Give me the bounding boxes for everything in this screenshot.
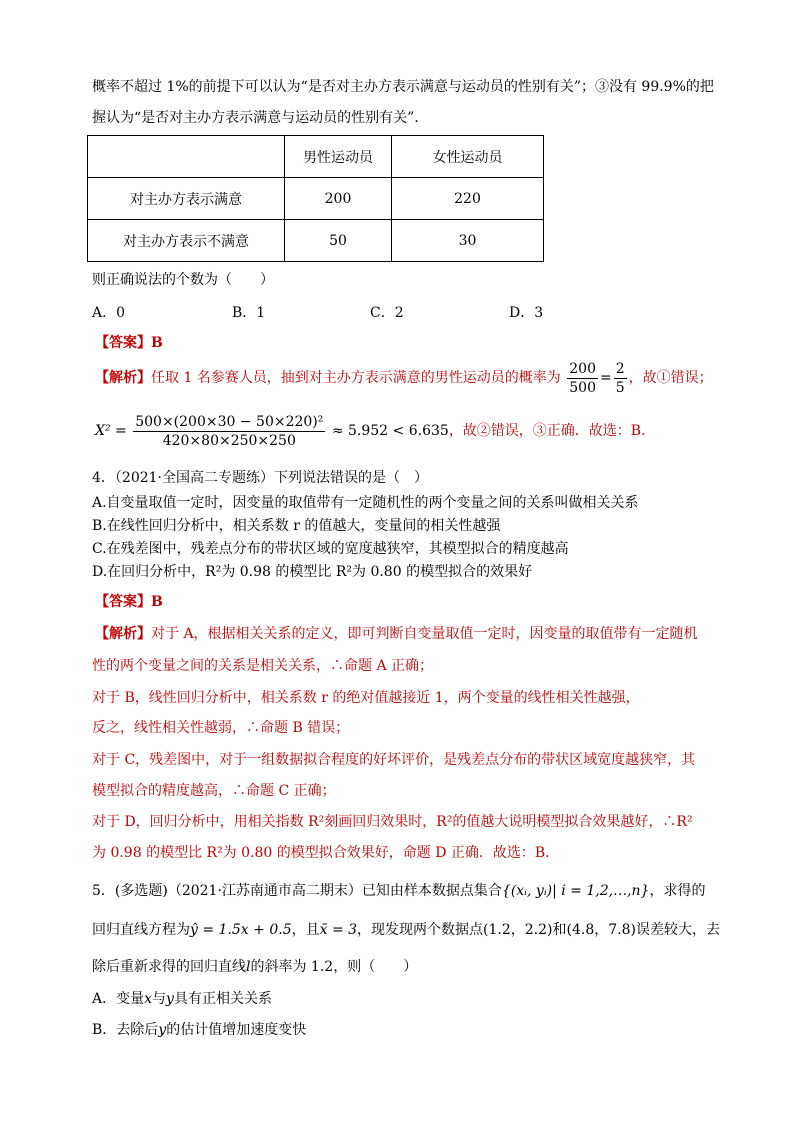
simplified-fraction [614, 360, 627, 397]
fraction-denominator: 500 [569, 379, 596, 396]
chi-numerator: 500×(200×30 − 50×220)² [135, 413, 324, 430]
table-cell: 220 [392, 178, 544, 220]
table-cell: 50 [285, 220, 392, 262]
q5-line-2 [92, 920, 720, 940]
table-cell: 对主办方表示不满意 [88, 220, 285, 262]
chi-square-formula [95, 408, 655, 454]
q4-analysis-line: 对于 B，线性回归分析中，相关系数 r 的绝对值越接近 1，两个变量的线性相关性越强， [92, 690, 640, 706]
q4-analysis-line: 模型拟合的精度越高，∴命题 C 正确； [92, 783, 336, 799]
q4-analysis-line [95, 624, 698, 644]
table-cell: 30 [392, 220, 544, 262]
q3-analysis-line [95, 356, 713, 400]
variable-y: y [158, 1022, 167, 1038]
table-cell: 200 [285, 178, 392, 220]
q3-prompt: 则正确说法的个数为（ ） [92, 272, 274, 288]
q4-option-b: B.在线性回归分析中，相关系数 r 的值越大，变量间的相关性越强 [92, 518, 501, 534]
chi-lhs: X² = [95, 423, 127, 439]
option-text: B．去除后 [92, 1022, 159, 1038]
fraction-numerator: 200 [569, 360, 596, 377]
q5-text: ，求得的 [649, 883, 706, 899]
q4-analysis-line: 反之，线性相关性越弱，∴命题 B 错误； [92, 720, 350, 736]
q4-analysis-line: 性的两个变量之间的关系是相关关系，∴命题 A 正确； [92, 658, 434, 674]
analysis-tag: 【解析】 [95, 370, 151, 386]
q5-line-3 [92, 957, 417, 977]
satisfaction-table [87, 135, 544, 262]
analysis-text: 任取 1 名参赛人员，抽到对主办方表示满意的男性运动员的概率为 [151, 370, 561, 386]
q5-text: 除后重新求得的回归直线 [92, 959, 246, 975]
q3-answer: 【答案】B [95, 335, 163, 351]
table-header-cell: 女性运动员 [392, 136, 544, 178]
option-text: 具有正相关关系 [173, 991, 272, 1007]
q5-line-1 [92, 881, 705, 901]
table-row [88, 220, 544, 262]
probability-fraction [567, 360, 598, 397]
q3-option-d: D．3 [509, 305, 544, 321]
q4-option-a: A.自变量取值一定时，因变量的取值带有一定随机性的两个变量之间的关系叫做相关关系 [92, 495, 639, 511]
q4-option-c: C.在残差图中，残差点分布的带状区域的宽度越狭窄，其模型拟合的精度越高 [92, 541, 569, 557]
fraction-denominator: 5 [615, 379, 625, 396]
chi-denominator: 420×80×250×250 [162, 432, 296, 449]
q4-analysis-line: 为 0.98 的模型比 R²为 0.80 的模型拟合效果好，命题 D 正确．故选：B． [92, 845, 560, 861]
option-text: 的估计值增加速度变快 [166, 1022, 307, 1038]
q4-option-d: D.在回归分析中，R²为 0.98 的模型比 R²为 0.80 的模型拟合的效果好 [92, 564, 533, 580]
x-mean: x̄ = 3 [319, 922, 358, 938]
variable-x: x [144, 991, 153, 1007]
q4-analysis-line: 对于 D，回归分析中，用相关指数 R²刻画回归效果时，R²的值越大说明模型拟合效果越好，∴R² [92, 814, 693, 830]
q4-answer: 【答案】B [95, 594, 163, 610]
analysis-text: 对于 A，根据相关关系的定义，即可判断自变量取值一定时，因变量的取值带有一定随机 [151, 626, 698, 642]
fraction-numerator: 2 [615, 360, 625, 377]
chi-result: ≈ 5.952 < 6.635 [331, 423, 449, 439]
q5-text: 回归直线方程为 [92, 922, 190, 938]
analysis-tail: ，故①错误； [628, 370, 713, 386]
q5-option-a [92, 989, 272, 1009]
intro-line-2: 握认为“是否对主办方表示满意与运动员的性别有关”． [92, 110, 429, 126]
option-text: 与 [152, 991, 167, 1007]
chi-conclusion: ，故②错误，③正确．故选：B． [448, 423, 656, 439]
option-text: A．变量 [92, 991, 145, 1007]
analysis-tag: 【解析】 [95, 626, 151, 642]
table-header-row [88, 136, 544, 178]
q5-text: ，现发现两个数据点(1.2，2.2)和(4.8，7.8)误差较大，去 [357, 922, 720, 938]
q4-title: 4．（2021·全国高二专题练）下列说法错误的是（ ） [92, 470, 428, 486]
variable-y: y [166, 991, 174, 1007]
q5-text: 5．(多选题)（2021·江苏南通市高二期末）已知由样本数据点集合 [92, 883, 502, 899]
q3-option-c: C．2 [370, 305, 404, 321]
table-row [88, 178, 544, 220]
q4-analysis-line: 对于 C，残差图中，对于一组数据拟合程度的好坏评价，是残差点分布的带状区域宽度越狭窄，其 [92, 752, 696, 768]
q5-option-b [92, 1020, 306, 1040]
q5-text: 的斜率为 1.2，则（ ） [250, 959, 418, 975]
equals-sign: = [600, 370, 612, 386]
table-cell: 对主办方表示满意 [88, 178, 285, 220]
regression-equation: ŷ = 1.5x + 0.5 [190, 922, 292, 938]
q5-text: ，且 [291, 922, 320, 938]
line-symbol: l [246, 959, 251, 975]
table-header-cell [88, 136, 285, 178]
table-header-cell: 男性运动员 [285, 136, 392, 178]
sample-set: {(xᵢ, yᵢ)| i = 1,2,…,n} [501, 883, 650, 899]
q3-option-a: A．0 [92, 305, 126, 321]
q3-option-b: B．1 [232, 305, 266, 321]
intro-line-1: 概率不超过 1%的前提下可以认为“是否对主办方表示满意与运动员的性别有关”；③没有 99.9%的把 [92, 79, 714, 95]
chi-fraction [133, 413, 325, 450]
